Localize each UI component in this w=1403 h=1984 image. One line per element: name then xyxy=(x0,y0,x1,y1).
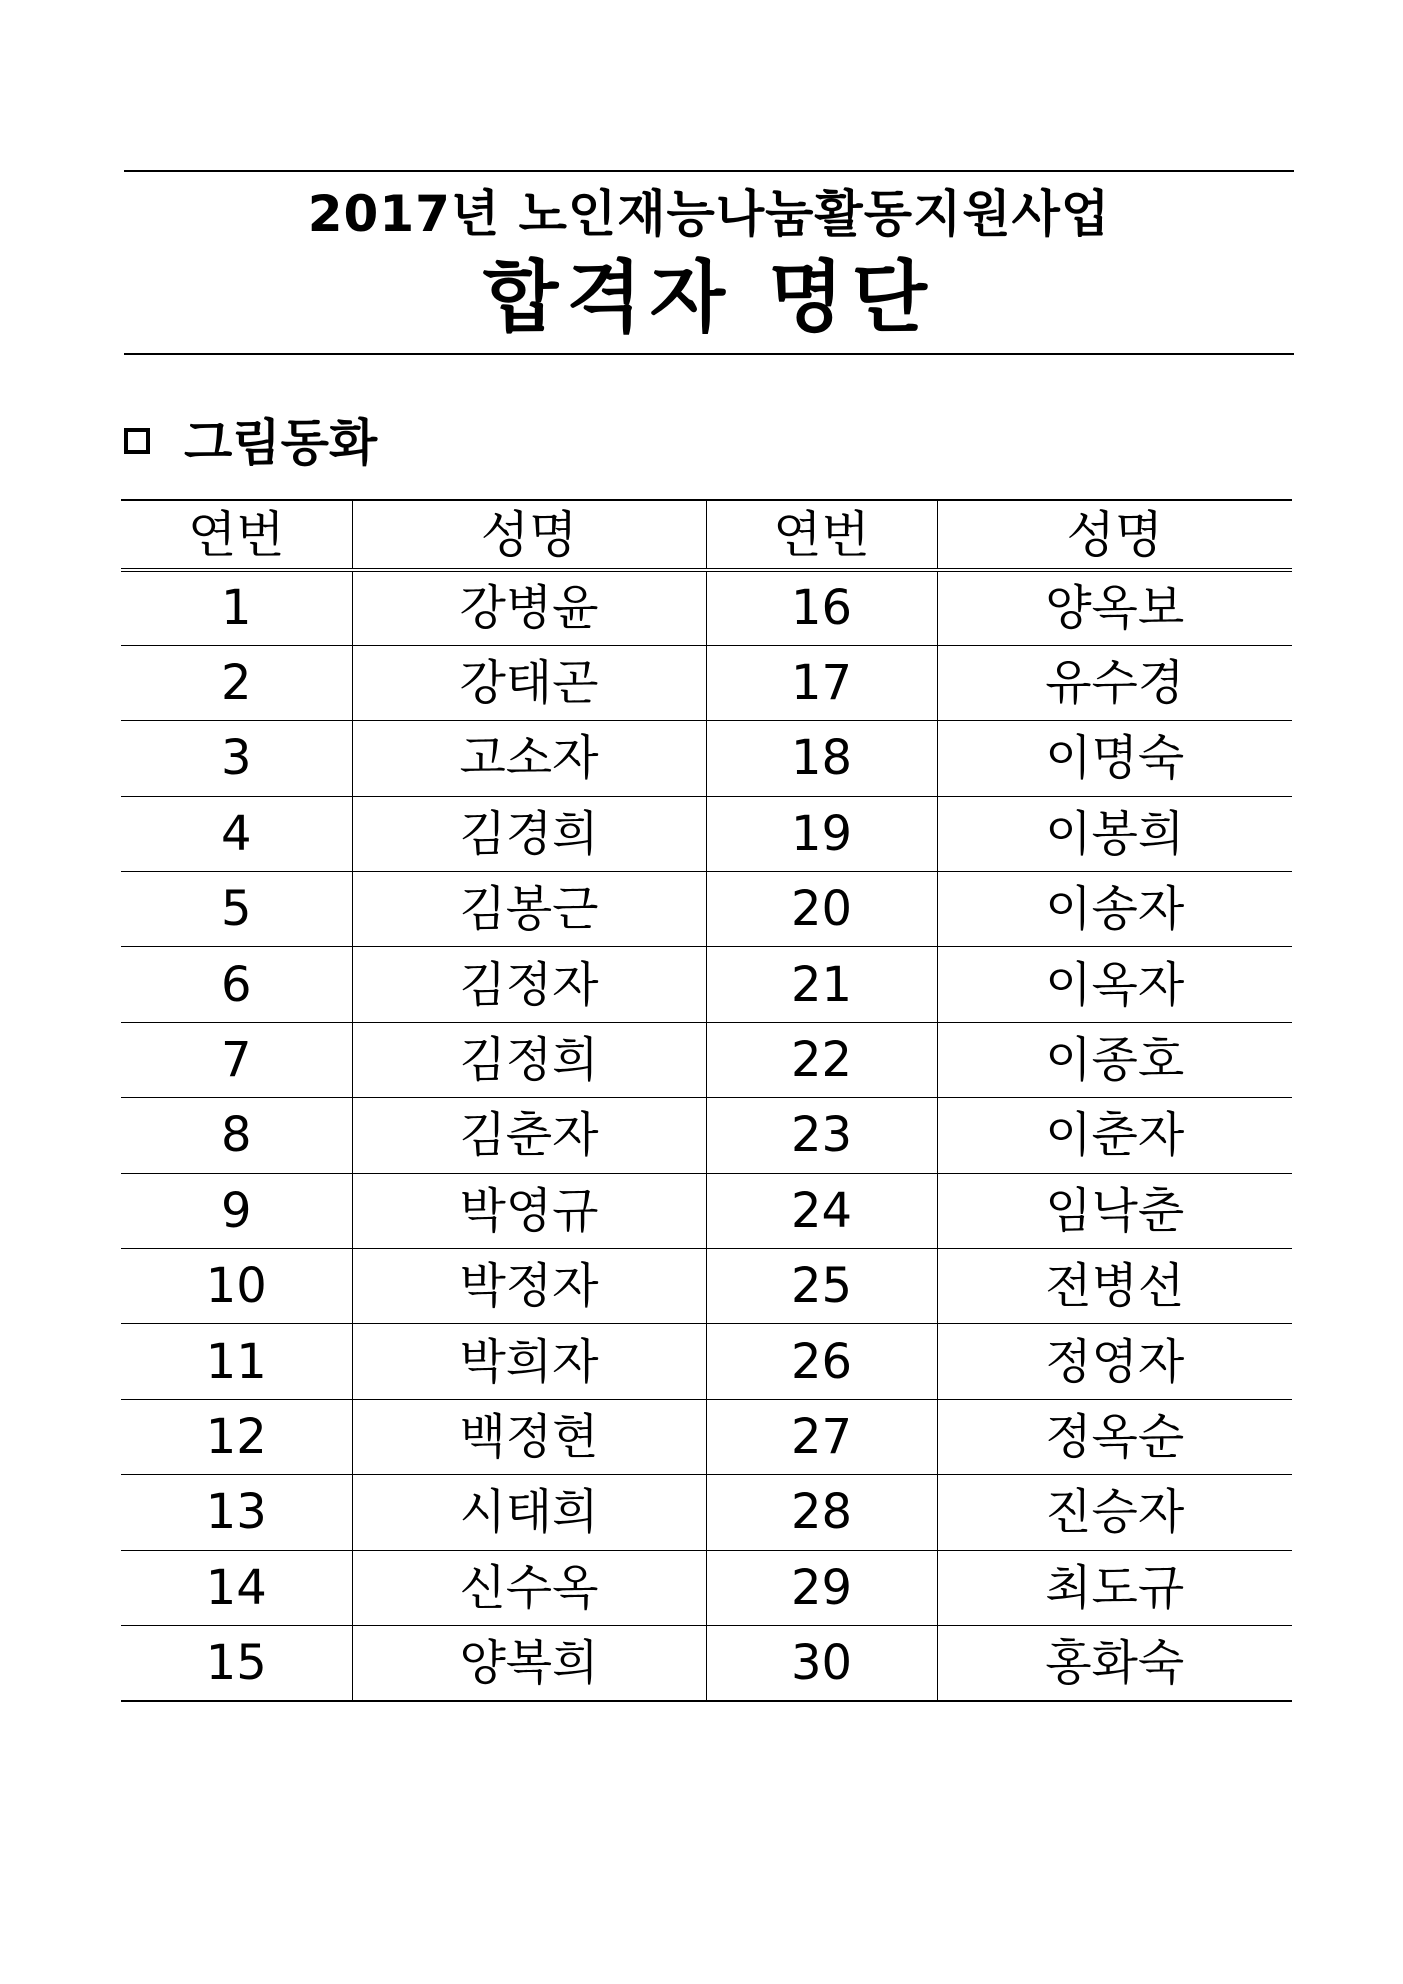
row-no-right: 20 xyxy=(706,872,937,947)
row-name-left: 강병윤 xyxy=(352,570,706,645)
row-name-right: 정영자 xyxy=(937,1324,1292,1399)
row-name-right: 이종호 xyxy=(937,1022,1292,1097)
table-row xyxy=(121,645,1292,720)
section-heading xyxy=(124,404,377,474)
table-row xyxy=(121,1249,1292,1324)
row-no-right: 29 xyxy=(706,1550,937,1625)
row-no-right: 17 xyxy=(706,645,937,720)
header-name-right: 성명 xyxy=(937,500,1292,570)
row-no-left: 10 xyxy=(121,1249,352,1324)
row-name-left: 박영규 xyxy=(352,1173,706,1248)
row-name-left: 양복희 xyxy=(352,1625,706,1700)
row-no-right: 18 xyxy=(706,721,937,796)
row-no-right: 16 xyxy=(706,570,937,645)
row-no-right: 19 xyxy=(706,796,937,871)
row-no-left: 9 xyxy=(121,1173,352,1248)
row-name-right: 전병선 xyxy=(937,1249,1292,1324)
row-no-right: 22 xyxy=(706,1022,937,1097)
row-no-right: 21 xyxy=(706,947,937,1022)
header-name-left: 성명 xyxy=(352,500,706,570)
row-no-left: 12 xyxy=(121,1399,352,1474)
row-no-left: 13 xyxy=(121,1475,352,1550)
table-row xyxy=(121,1324,1292,1399)
table-row xyxy=(121,1625,1292,1700)
row-name-left: 백정현 xyxy=(352,1399,706,1474)
table-row xyxy=(121,1399,1292,1474)
row-no-left: 4 xyxy=(121,796,352,871)
row-name-left: 김경희 xyxy=(352,796,706,871)
row-no-left: 2 xyxy=(121,645,352,720)
row-no-left: 8 xyxy=(121,1098,352,1173)
table-body xyxy=(121,570,1292,1701)
table-row xyxy=(121,872,1292,947)
document-title: 합격자 명단 xyxy=(483,253,935,343)
table-row xyxy=(121,1022,1292,1097)
title-top-rule xyxy=(124,170,1294,172)
row-name-left: 김봉근 xyxy=(352,872,706,947)
row-name-right: 정옥순 xyxy=(937,1399,1292,1474)
table-row xyxy=(121,947,1292,1022)
row-name-right: 이옥자 xyxy=(937,947,1292,1022)
row-name-right: 최도규 xyxy=(937,1550,1292,1625)
row-no-right: 24 xyxy=(706,1173,937,1248)
row-name-left: 김정자 xyxy=(352,947,706,1022)
row-no-right: 25 xyxy=(706,1249,937,1324)
row-no-right: 30 xyxy=(706,1625,937,1700)
row-no-left: 15 xyxy=(121,1625,352,1700)
row-no-left: 7 xyxy=(121,1022,352,1097)
table-row xyxy=(121,796,1292,871)
row-no-left: 6 xyxy=(121,947,352,1022)
table-row xyxy=(121,1173,1292,1248)
table-row xyxy=(121,1475,1292,1550)
row-name-left: 고소자 xyxy=(352,721,706,796)
row-no-left: 1 xyxy=(121,570,352,645)
row-name-right: 이송자 xyxy=(937,872,1292,947)
row-no-left: 5 xyxy=(121,872,352,947)
row-name-left: 김춘자 xyxy=(352,1098,706,1173)
row-no-right: 23 xyxy=(706,1098,937,1173)
row-name-right: 이봉희 xyxy=(937,796,1292,871)
header-no-left: 연번 xyxy=(121,500,352,570)
table-row xyxy=(121,570,1292,645)
title-bottom-rule xyxy=(124,353,1294,355)
section-label: 그림동화 xyxy=(184,414,378,472)
row-name-left: 시태희 xyxy=(352,1475,706,1550)
checkbox-icon xyxy=(124,428,150,454)
row-no-left: 11 xyxy=(121,1324,352,1399)
table-row xyxy=(121,721,1292,796)
row-no-right: 26 xyxy=(706,1324,937,1399)
row-no-left: 3 xyxy=(121,721,352,796)
document-subtitle: 2017년 노인재능나눔활동지원사업 xyxy=(307,185,1111,243)
row-name-right: 홍화숙 xyxy=(937,1625,1292,1700)
table-header-row xyxy=(121,500,1292,570)
row-name-right: 유수경 xyxy=(937,645,1292,720)
row-name-right: 양옥보 xyxy=(937,570,1292,645)
table-row xyxy=(121,1098,1292,1173)
row-name-left: 박희자 xyxy=(352,1324,706,1399)
row-no-left: 14 xyxy=(121,1550,352,1625)
row-name-right: 이춘자 xyxy=(937,1098,1292,1173)
row-no-right: 28 xyxy=(706,1475,937,1550)
header-no-right: 연번 xyxy=(706,500,937,570)
row-name-left: 김정희 xyxy=(352,1022,706,1097)
row-name-right: 진승자 xyxy=(937,1475,1292,1550)
row-name-left: 박정자 xyxy=(352,1249,706,1324)
row-no-right: 27 xyxy=(706,1399,937,1474)
table-row xyxy=(121,1550,1292,1625)
roster-table xyxy=(121,499,1292,1702)
row-name-right: 임낙춘 xyxy=(937,1173,1292,1248)
row-name-right: 이명숙 xyxy=(937,721,1292,796)
row-name-left: 강태곤 xyxy=(352,645,706,720)
row-name-left: 신수옥 xyxy=(352,1550,706,1625)
